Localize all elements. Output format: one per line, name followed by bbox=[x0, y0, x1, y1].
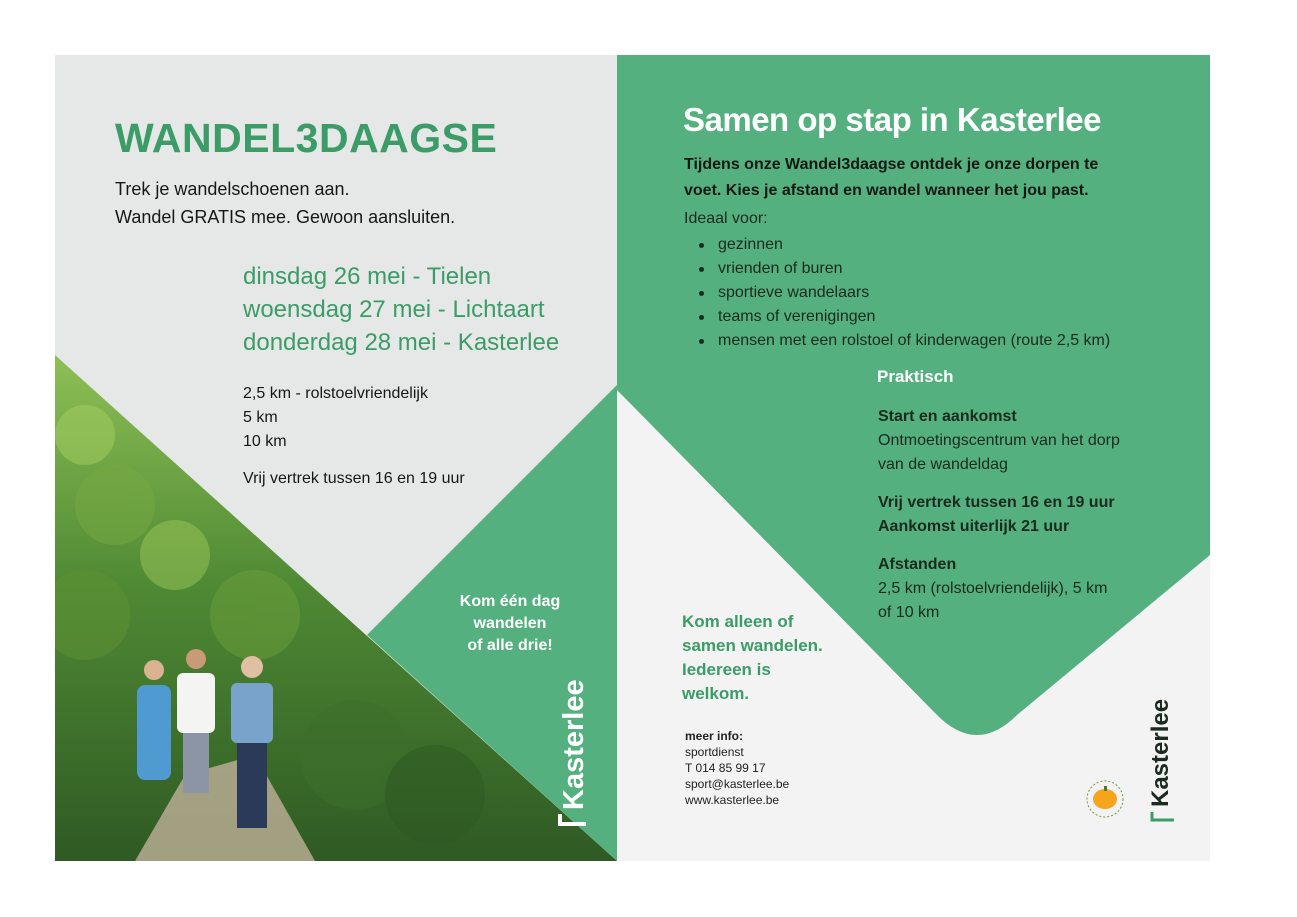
left-flyer-page bbox=[55, 55, 617, 861]
slogan-text bbox=[425, 591, 595, 657]
kasterlee-logo-right: Kasterlee bbox=[1147, 698, 1174, 807]
times-line-2: Aankomst uiterlijk 21 uur bbox=[878, 518, 1070, 535]
right-intro-line-1: Tijdens onze Wandel3daagse ontdek je onze dorpen te bbox=[684, 156, 1099, 173]
date-tielen: dinsdag 26 mei - Tielen bbox=[243, 263, 492, 290]
practical-info bbox=[878, 405, 1120, 625]
welcome-line-3: Iedereen is bbox=[682, 660, 771, 679]
welcome-text bbox=[682, 610, 823, 706]
event-title: WANDEL3DAAGSE bbox=[115, 115, 498, 161]
distances-heading: Afstanden bbox=[878, 556, 957, 573]
ideal-label: Ideaal voor: bbox=[684, 210, 768, 227]
contact-website: www.kasterlee.be bbox=[685, 793, 780, 807]
intro-text bbox=[115, 175, 455, 231]
contact-phone: T 014 85 99 17 bbox=[685, 761, 766, 775]
departure-text: Vrij vertrek tussen 16 en 19 uur bbox=[243, 470, 465, 487]
pumpkin-seal-icon bbox=[1085, 777, 1125, 821]
right-title: Samen op stap in Kasterlee bbox=[683, 101, 1101, 138]
start-line-2: van de wandeldag bbox=[878, 456, 1008, 473]
ideal-list bbox=[684, 233, 1110, 353]
right-flyer-page bbox=[617, 55, 1210, 861]
welcome-line-1: Kom alleen of bbox=[682, 612, 794, 631]
kasterlee-chevron-icon-left bbox=[556, 812, 590, 826]
ideal-item: gezinnen bbox=[684, 233, 1110, 257]
distance-2-5km: 2,5 km - rolstoelvriendelijk bbox=[243, 385, 428, 402]
slogan-line-1: Kom één dag bbox=[459, 593, 561, 610]
ideal-item: vrienden of buren bbox=[684, 257, 1110, 281]
slogan-line-2: wandelen bbox=[473, 615, 547, 632]
ideal-item: teams of verenigingen bbox=[684, 305, 1110, 329]
distance-10km: 10 km bbox=[243, 433, 287, 450]
kasterlee-logo-left: Kasterlee bbox=[558, 679, 590, 810]
intro-line-2: Wandel GRATIS mee. Gewoon aansluiten. bbox=[115, 207, 456, 227]
distances-line-1: 2,5 km (rolstoelvriendelijk), 5 km bbox=[878, 580, 1108, 597]
contact-heading: meer info: bbox=[685, 729, 744, 743]
welcome-line-2: samen wandelen. bbox=[682, 636, 823, 655]
dates-list bbox=[243, 260, 559, 359]
contact-department: sportdienst bbox=[685, 745, 744, 759]
distances-list bbox=[243, 382, 428, 454]
times-line-1: Vrij vertrek tussen 16 en 19 uur bbox=[878, 494, 1115, 511]
ideal-item: sportieve wandelaars bbox=[684, 281, 1110, 305]
practical-heading: Praktisch bbox=[877, 367, 954, 386]
slogan-line-3: of alle drie! bbox=[467, 637, 553, 654]
welcome-line-4: welkom. bbox=[682, 684, 750, 703]
contact-block bbox=[685, 728, 789, 808]
intro-line-1: Trek je wandelschoenen aan. bbox=[115, 179, 350, 199]
kasterlee-chevron-icon-right bbox=[1149, 810, 1177, 822]
distance-5km: 5 km bbox=[243, 409, 278, 426]
right-intro-line-2: voet. Kies je afstand en wandel wanneer het jou past. bbox=[684, 182, 1089, 199]
contact-email: sport@kasterlee.be bbox=[685, 777, 790, 791]
distances-line-2: of 10 km bbox=[878, 604, 940, 621]
date-kasterlee: donderdag 28 mei - Kasterlee bbox=[243, 329, 560, 356]
start-line-1: Ontmoetingscentrum van het dorp bbox=[878, 432, 1120, 449]
right-intro bbox=[684, 152, 1098, 204]
date-lichtaart: woensdag 27 mei - Lichtaart bbox=[243, 296, 545, 323]
start-heading: Start en aankomst bbox=[878, 408, 1017, 425]
ideal-item: mensen met een rolstoel of kinderwagen (route 2,5 km) bbox=[684, 329, 1110, 353]
